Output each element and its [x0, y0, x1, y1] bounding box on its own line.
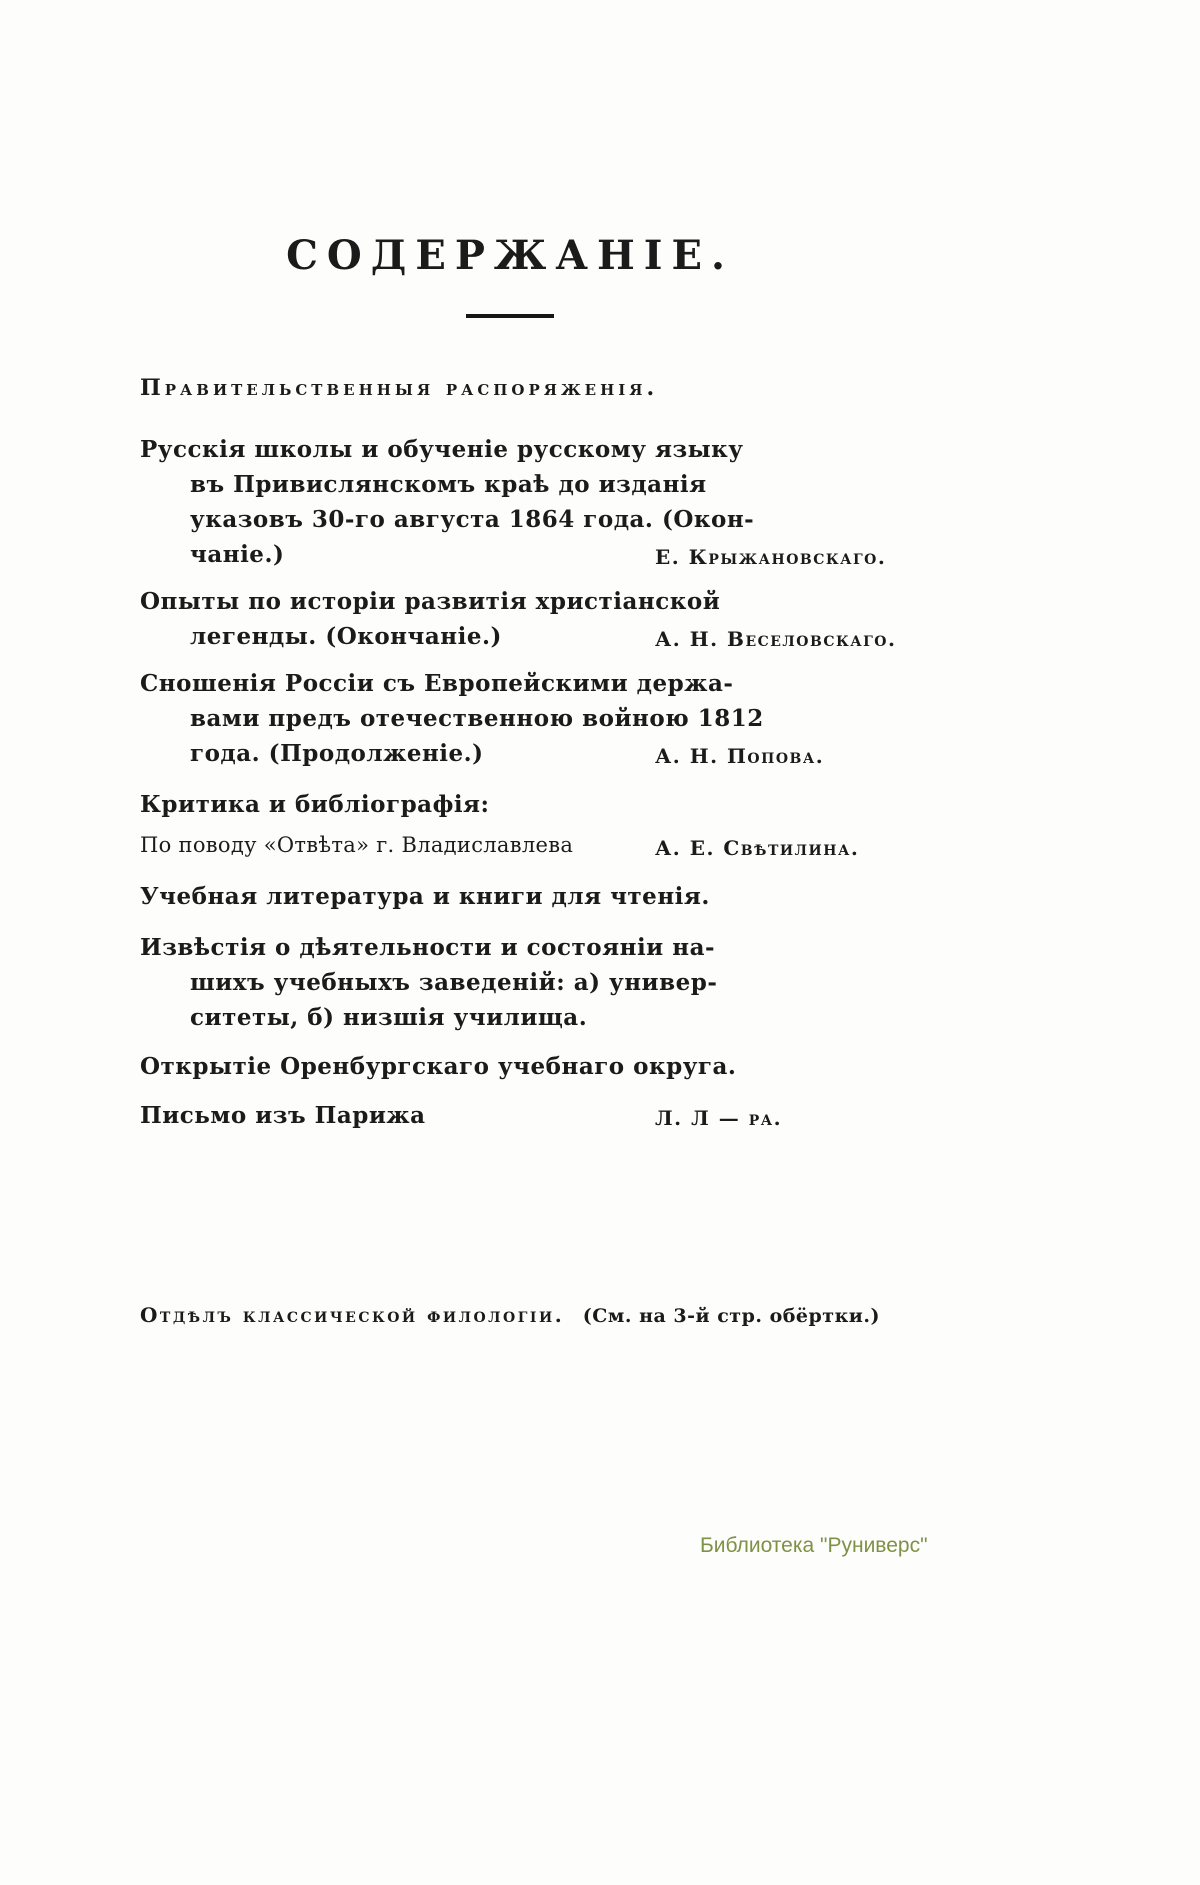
entry-line: въ Привислянскомъ краѣ до изданія: [190, 471, 707, 498]
footer-note: (См. на 3-й стр. обёртки.): [582, 1305, 880, 1327]
entry-author: А. Н. Попова.: [655, 744, 825, 768]
toc-entry: [140, 930, 880, 1035]
toc-entry: [140, 666, 880, 771]
entry-author: А. Н. Веселовскаго.: [655, 627, 897, 651]
toc-entry: [140, 1098, 880, 1133]
entry-line: Письмо изъ Парижа: [140, 1102, 426, 1129]
entry-author: Л. Л — ра.: [655, 1106, 783, 1130]
entry-line: По поводу «Отвѣта» г. Владиславлева: [140, 833, 574, 857]
toc-entry: [140, 584, 897, 654]
entry-line: чаніе.): [190, 541, 285, 568]
entry-line: указовъ 30-го августа 1864 года. (Окон-: [190, 506, 755, 533]
entry-line: Сношенія Россіи съ Европейскими держа-: [140, 670, 734, 697]
toc-entry: [140, 1049, 880, 1084]
entry-line: Извѣстія о дѣятельности и состояніи на-: [140, 934, 716, 961]
entry-line: Русскія школы и обученіе русскому языку: [140, 436, 744, 463]
entry-line: Учебная литература и книги для чтенія.: [140, 883, 710, 910]
entry-line: года. (Продолженіе.): [190, 740, 484, 767]
toc-entry: [140, 828, 880, 863]
toc-entry: [140, 787, 880, 822]
entry-line: Открытіе Оренбургскаго учебнаго округа.: [140, 1053, 737, 1080]
library-watermark: Библиотека "Руниверс": [700, 1534, 928, 1557]
entry-author: Е. Крыжановскаго.: [655, 545, 887, 569]
entry-line: ситеты, б) низшія училища.: [190, 1004, 588, 1031]
title-divider-rule: [466, 314, 554, 318]
footer-row: [140, 1303, 880, 1327]
toc-entry: [140, 432, 887, 572]
toc-content: [140, 0, 897, 1327]
entry-line: Опыты по исторіи развитія христіанской: [140, 588, 721, 615]
page-title: СОДЕРЖАНІЕ.: [286, 232, 734, 279]
toc-entry: [140, 879, 880, 914]
entry-line: шихъ учебныхъ заведеній: а) универ-: [190, 969, 718, 996]
footer-section-title: Отдѣлъ классической филологіи.: [140, 1303, 565, 1327]
section-heading: Правительственныя распоряженія.: [140, 375, 659, 401]
entry-line: вами предъ отечественною войною 1812: [190, 705, 764, 732]
entry-line: Критика и библіографія:: [140, 791, 490, 818]
entry-author: А. Е. Свѣтилина.: [655, 836, 860, 860]
entry-line: легенды. (Окончаніе.): [190, 623, 502, 650]
